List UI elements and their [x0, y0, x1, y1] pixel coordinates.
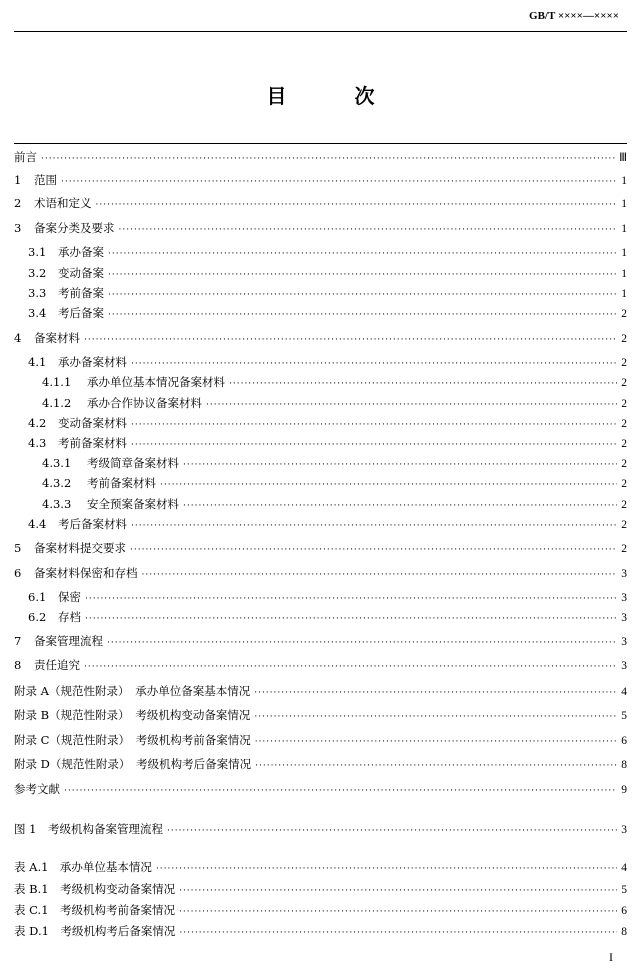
toc-entry-number: 4.1: [28, 355, 47, 369]
dot-leader: [108, 288, 617, 302]
toc-entry-label: [14, 541, 126, 555]
toc-entry[interactable]: [14, 822, 627, 838]
toc-entry-page: 1: [621, 223, 627, 235]
dot-leader: [131, 357, 617, 371]
toc-entry-page: 3: [621, 612, 627, 624]
toc-entry-page: 1: [621, 268, 627, 280]
toc-entry-label: [14, 733, 251, 747]
toc-entry-text: 表 B.1 考级机构变动备案情况: [14, 882, 176, 896]
toc-entry-text: 承办备案材料: [58, 355, 127, 369]
toc-entry-label: [14, 196, 92, 210]
toc-entry-number: 4.1.2: [42, 396, 72, 410]
toc-entry-page: 2: [621, 377, 627, 389]
toc-entry[interactable]: [14, 221, 627, 237]
toc-entry[interactable]: [14, 331, 627, 347]
toc-entry-text: 前言: [14, 150, 37, 164]
dot-leader: [183, 458, 617, 472]
toc-entry[interactable]: [14, 757, 627, 773]
toc-entry-page: Ⅲ: [619, 152, 627, 164]
toc-entry[interactable]: [14, 566, 627, 582]
toc-entry-number: 4.4: [28, 517, 47, 531]
toc-entry-label: [28, 266, 104, 280]
toc-entry-label: [28, 355, 127, 369]
toc-entry-number: 6: [14, 566, 22, 580]
toc-entry-number: 5: [14, 541, 22, 555]
toc-entry-number: 4.2: [28, 416, 47, 430]
toc-entry-page: 1: [621, 247, 627, 259]
toc-entry-text: 承办备案: [58, 245, 104, 259]
dot-leader: [183, 499, 617, 513]
standard-code: GB/T ××××—××××: [529, 10, 619, 22]
toc-entry[interactable]: [28, 286, 627, 302]
toc-entry-text: 备案材料提交要求: [34, 541, 126, 555]
dot-leader: [84, 333, 617, 347]
toc-entry-label: [14, 173, 57, 187]
dot-leader: [130, 543, 617, 557]
toc-entry-label: [14, 782, 60, 796]
dot-leader: [255, 759, 617, 773]
toc-entry[interactable]: [14, 150, 627, 166]
toc-entry[interactable]: [28, 266, 627, 282]
toc-entry[interactable]: [14, 924, 627, 940]
dot-leader: [96, 198, 618, 212]
toc-entry-page: 3: [621, 824, 627, 836]
toc-entry-number: 3: [14, 221, 22, 235]
toc-entry-text: 承办合作协议备案材料: [87, 396, 202, 410]
toc-entry-text: 附录 D（规范性附录） 考级机构考后备案情况: [14, 757, 252, 771]
toc-entry-number: 2: [14, 196, 22, 210]
toc-entry-page: 4: [621, 862, 627, 874]
toc-entry-page: 9: [621, 784, 627, 796]
toc-entry[interactable]: [28, 416, 627, 432]
toc-entry-page: 4: [621, 686, 627, 698]
toc-entry-label: [28, 286, 104, 300]
dot-leader: [254, 710, 617, 724]
toc-entry-number: 4.3: [28, 436, 47, 450]
toc-entry-text: 安全预案备案材料: [87, 497, 179, 511]
footer-page-number: I: [609, 950, 613, 964]
toc-entry-label: [14, 150, 37, 164]
toc-entry-label: [28, 306, 104, 320]
dot-leader: [85, 612, 617, 626]
toc-entry-text: 表 A.1 承办单位基本情况: [14, 860, 152, 874]
toc-entry-number: 4.3.3: [42, 497, 72, 511]
toc-entry-label: [14, 903, 175, 917]
toc-entry-page: 2: [621, 418, 627, 430]
toc-entry-text: 考后备案材料: [58, 517, 127, 531]
toc-entry[interactable]: [28, 306, 627, 322]
toc-entry-page: 2: [621, 357, 627, 369]
toc-entry-number: 3.4: [28, 306, 47, 320]
toc-entry-page: 2: [621, 438, 627, 450]
toc-entry-label: [14, 757, 251, 771]
toc-entry-page: 2: [621, 478, 627, 490]
toc-entry-text: 备案材料: [34, 331, 80, 345]
toc-entry-number: 4.3.2: [42, 476, 72, 490]
dot-leader: [160, 478, 617, 492]
dot-leader: [179, 905, 617, 919]
dot-leader: [156, 862, 617, 876]
toc-entry[interactable]: [42, 375, 627, 391]
toc-entry-label: [28, 245, 104, 259]
toc-entry-label: [42, 476, 156, 490]
toc-entry-label: [42, 456, 179, 470]
dot-leader: [131, 438, 617, 452]
dot-leader: [167, 824, 617, 838]
toc-entry-text: 考前备案材料: [58, 436, 127, 450]
toc-entry-text: 图 1 考级机构备案管理流程: [14, 822, 163, 836]
toc-entry-label: [14, 822, 163, 836]
dot-leader: [119, 223, 618, 237]
toc-entry-page: 3: [621, 636, 627, 648]
toc-entry-page: 8: [621, 759, 627, 771]
toc-entry-number: 1: [14, 173, 22, 187]
toc-entry[interactable]: [14, 903, 627, 919]
toc-entry-text: 考后备案: [58, 306, 104, 320]
toc-entry-number: 3.2: [28, 266, 47, 280]
toc-entry-page: 2: [621, 519, 627, 531]
toc-entry-text: 术语和定义: [34, 196, 92, 210]
toc-entry-text: 存档: [58, 610, 81, 624]
toc-entry-label: [28, 436, 127, 450]
dot-leader: [229, 377, 617, 391]
toc-entry-page: 2: [621, 458, 627, 470]
dot-leader: [142, 568, 618, 582]
toc-entry-number: 8: [14, 658, 22, 672]
toc-entry[interactable]: [28, 610, 627, 626]
toc-entry-text: 表 D.1 考级机构考后备案情况: [14, 924, 176, 938]
dot-leader: [108, 268, 617, 282]
toc-entry[interactable]: [14, 634, 627, 650]
toc-entry-text: 表 C.1 考级机构考前备案情况: [14, 903, 176, 917]
toc-entry-text: 附录 C（规范性附录） 考级机构考前备案情况: [14, 733, 251, 747]
toc-entry[interactable]: [28, 355, 627, 371]
toc-entry-text: 参考文献: [14, 782, 60, 796]
toc-entry-number: 6.2: [28, 610, 47, 624]
toc-entry-text: 备案管理流程: [34, 634, 103, 648]
toc-entry[interactable]: [14, 708, 627, 724]
dot-leader: [179, 884, 617, 898]
toc-entry[interactable]: [28, 245, 627, 261]
toc-entry[interactable]: [28, 517, 627, 533]
toc-entry-label: [42, 396, 202, 410]
toc-entry[interactable]: [14, 860, 627, 876]
toc-entry-label: [28, 590, 81, 604]
toc-entry-number: 4.3.1: [42, 456, 72, 470]
toc-entry[interactable]: [14, 882, 627, 898]
toc-entry-number: 4: [14, 331, 22, 345]
toc-entry[interactable]: [42, 476, 627, 492]
dot-leader: [64, 784, 617, 798]
dot-leader: [85, 592, 617, 606]
toc-entry-page: 1: [621, 175, 627, 187]
dot-leader: [179, 926, 617, 940]
page-title: 目 次: [266, 84, 399, 108]
toc-entry-page: 3: [621, 660, 627, 672]
toc-entry-page: 2: [621, 333, 627, 345]
toc-entry-text: 承办单位基本情况备案材料: [87, 375, 225, 389]
toc-entry-text: 附录 B（规范性附录） 考级机构变动备案情况: [14, 708, 251, 722]
toc-entry[interactable]: [42, 497, 627, 513]
toc-entry[interactable]: [14, 541, 627, 557]
toc-entry-label: [14, 221, 115, 235]
dot-leader: [41, 152, 615, 166]
toc-entry-number: 6.1: [28, 590, 47, 604]
toc-entry-text: 考前备案材料: [87, 476, 156, 490]
toc-entry[interactable]: [42, 396, 627, 412]
toc-entry-page: 2: [621, 308, 627, 320]
toc-entry-text: 范围: [34, 173, 57, 187]
toc-entry-number: 3.3: [28, 286, 47, 300]
toc-entry-text: 保密: [58, 590, 81, 604]
toc-entry-text: 变动备案: [58, 266, 104, 280]
toc-entry-page: 2: [621, 543, 627, 555]
dot-leader: [61, 175, 617, 189]
toc-entry-page: 6: [621, 905, 627, 917]
toc-entry[interactable]: [14, 196, 627, 212]
toc-entry-label: [14, 566, 138, 580]
toc-entry-page: 3: [621, 568, 627, 580]
toc-entry-label: [14, 708, 250, 722]
toc-entry-number: 4.1.1: [42, 375, 72, 389]
toc-entry-text: 备案分类及要求: [34, 221, 115, 235]
toc-entry-label: [28, 517, 127, 531]
toc-entry[interactable]: [14, 782, 627, 798]
dot-leader: [131, 519, 617, 533]
dot-leader: [107, 636, 617, 650]
dot-leader: [254, 686, 617, 700]
toc-entry[interactable]: [42, 456, 627, 472]
toc-entry[interactable]: [14, 658, 627, 674]
toc-entry-label: [42, 375, 225, 389]
toc-entry-text: 备案材料保密和存档: [34, 566, 138, 580]
toc-entry-label: [14, 658, 80, 672]
toc-entry-page: 8: [621, 926, 627, 938]
dot-leader: [84, 660, 617, 674]
toc-entry-label: [14, 860, 152, 874]
toc-entry-page: 2: [621, 499, 627, 511]
toc-entry-number: 3.1: [28, 245, 47, 259]
toc-entry[interactable]: [14, 173, 627, 189]
toc-entry-label: [14, 684, 250, 698]
toc-entry-page: 3: [621, 592, 627, 604]
toc-entry-label: [14, 634, 103, 648]
dot-leader: [108, 308, 617, 322]
toc-entry-page: 1: [621, 288, 627, 300]
toc-entry-text: 责任追究: [34, 658, 80, 672]
toc-entry-label: [14, 882, 175, 896]
toc-entry-page: 5: [621, 884, 627, 896]
toc-entry[interactable]: [28, 436, 627, 452]
toc-entry-page: 2: [621, 398, 627, 410]
toc-entry-label: [14, 331, 80, 345]
toc-entry-text: 考级简章备案材料: [87, 456, 179, 470]
toc-entry[interactable]: [14, 684, 627, 700]
toc-entry-text: 变动备案材料: [58, 416, 127, 430]
dot-leader: [255, 735, 618, 749]
dot-leader: [108, 247, 617, 261]
toc-entry-page: 1: [621, 198, 627, 210]
toc-entry-number: 7: [14, 634, 22, 648]
dot-leader: [131, 418, 617, 432]
dot-leader: [206, 398, 617, 412]
toc-entry-label: [14, 924, 175, 938]
toc-entry-page: 5: [621, 710, 627, 722]
toc-entry-text: 考前备案: [58, 286, 104, 300]
toc-entry-label: [42, 497, 179, 511]
toc-entry-label: [28, 610, 81, 624]
toc-entry[interactable]: [28, 590, 627, 606]
toc-entry-label: [28, 416, 127, 430]
toc-entry-text: 附录 A（规范性附录） 承办单位备案基本情况: [14, 684, 251, 698]
toc-entry-page: 6: [621, 735, 627, 747]
toc-entry[interactable]: [14, 733, 627, 749]
